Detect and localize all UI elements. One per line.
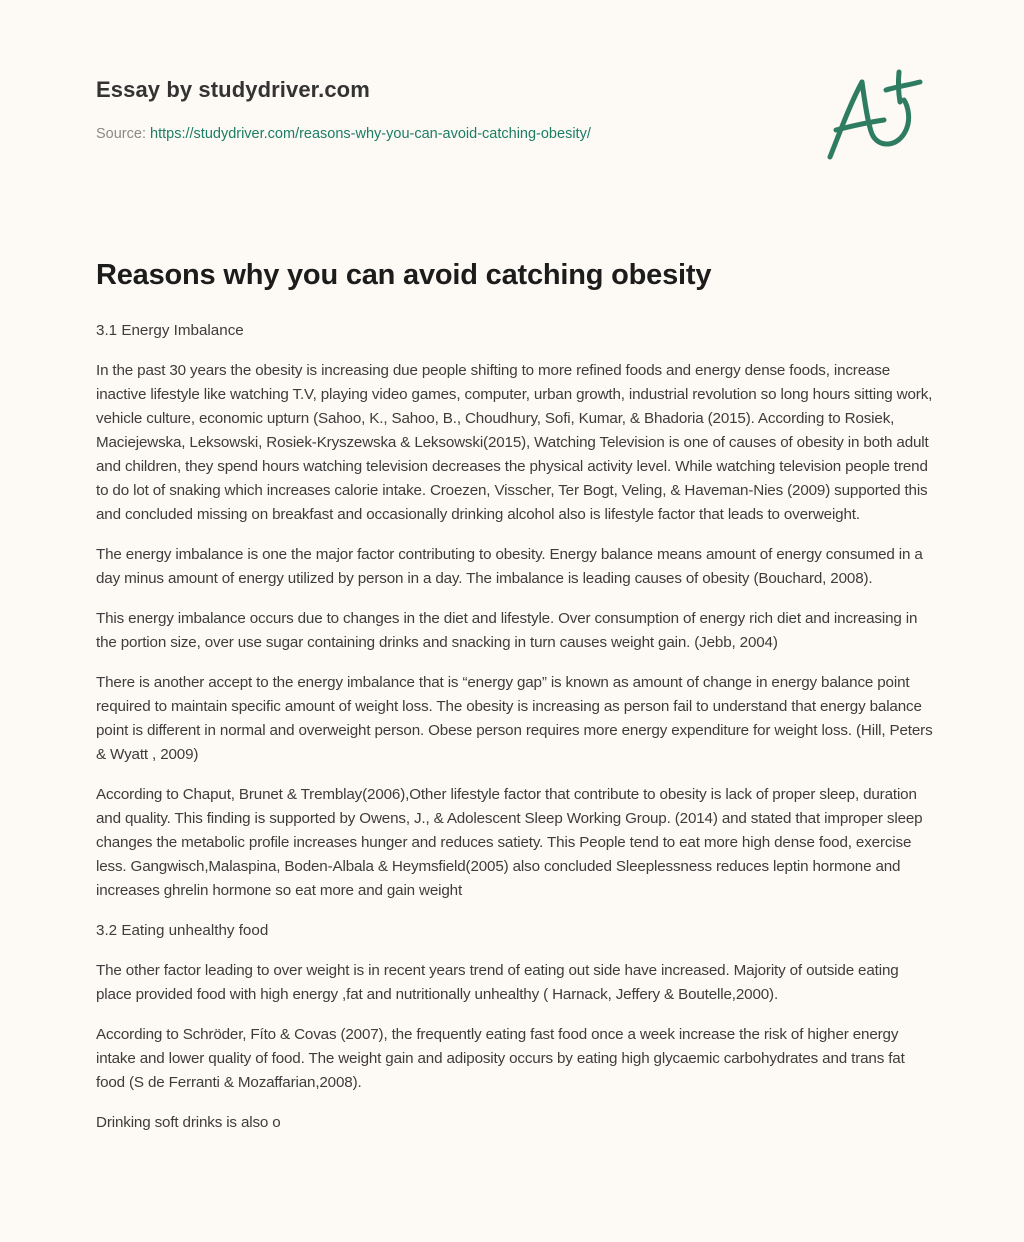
paragraph: The other factor leading to over weight is in recent years trend of eating out side have increased. Majority of outside eating place provided food with high energy ,fat and nutritionally unhealthy ( Harnack, Jeffery & Boutelle,2000). <box>96 962 899 1003</box>
a-plus-grade-icon <box>820 64 930 164</box>
page-header <box>96 74 796 144</box>
paragraph: There is another accept to the energy imbalance that is “energy gap” is known as amount of change in energy balance point required to maintain specific amount of weight loss. The obesity is increasing as person fail to understand that energy balance point is different in normal and overweight person. Obese person requires more energy expenditure for weight loss. (Hill, Peters & Wyatt , 2009) <box>96 674 933 763</box>
paragraph: This energy imbalance occurs due to changes in the diet and lifestyle. Over consumption of energy rich diet and increasing in the portion size, over use sugar containing drinks and snacking in turn causes weight gain. (Jebb, 2004) <box>96 610 918 651</box>
article <box>96 255 936 1151</box>
section-heading: 3.2 Eating unhealthy food <box>96 922 269 939</box>
article-body <box>96 319 936 1135</box>
paragraph: According to Schröder, Fíto & Covas (2007), the frequently eating fast food once a week increase the risk of higher energy intake and lower quality of food. The weight gain and adiposity occurs by eating high glycaemic carbohydrates and trans fat food (S de Ferranti & Mozaffarian,2008). <box>96 1026 905 1091</box>
article-title: Reasons why you can avoid catching obesity <box>96 259 712 291</box>
source-label: Source: <box>96 126 146 142</box>
source-link[interactable]: https://studydriver.com/reasons-why-you-can-avoid-catching-obesity/ <box>150 126 591 142</box>
section-heading: 3.1 Energy Imbalance <box>96 322 244 339</box>
paragraph: Drinking soft drinks is also o <box>96 1114 281 1131</box>
paragraph: The energy imbalance is one the major factor contributing to obesity. Energy balance means amount of energy consumed in a day minus amount of energy utilized by person in a day. The imbalance is leading causes of obesity (Bouchard, 2008). <box>96 546 923 587</box>
paragraph: In the past 30 years the obesity is increasing due people shifting to more refined foods and energy dense foods, increase inactive lifestyle like watching T.V, playing video games, computer, urban growth, industrial revolution so long hours sitting work, vehicle culture, economic upturn (Sahoo, K., Sahoo, B., Choudhury, Sofi, Kumar, & Bhadoria (2015). According to Rosiek, Maciejewska, Leksowski, Rosiek-Kryszewska & Leksowski(2015), Watching Television is one of causes of obesity in both adult and children, they spend hours watching television decreases the physical activity level. While watching television people trend to do lot of snaking which increases calorie intake. Croezen, Visscher, Ter Bogt, Veling, & Haveman-Nies (2009) supported this and concluded missing on breakfast and occasionally drinking alcohol also is lifestyle factor that leads to overweight. <box>96 362 933 523</box>
source-line <box>96 124 796 144</box>
paragraph: According to Chaput, Brunet & Tremblay(2006),Other lifestyle factor that contribute to obesity is lack of proper sleep, duration and quality. This finding is supported by Owens, J., & Adolescent Sleep Working Group. (2014) and stated that improper sleep changes the metabolic profile increases hunger and reduces satiety. This People tend to eat more high dense food, exercise less. Gangwisch,Malaspina, Boden-Albala & Heymsfield(2005) also concluded Sleeplessness reduces leptin hormone and increases ghrelin hormone so eat more and gain weight <box>96 786 923 899</box>
brand-title: Essay by studydriver.com <box>96 77 370 102</box>
